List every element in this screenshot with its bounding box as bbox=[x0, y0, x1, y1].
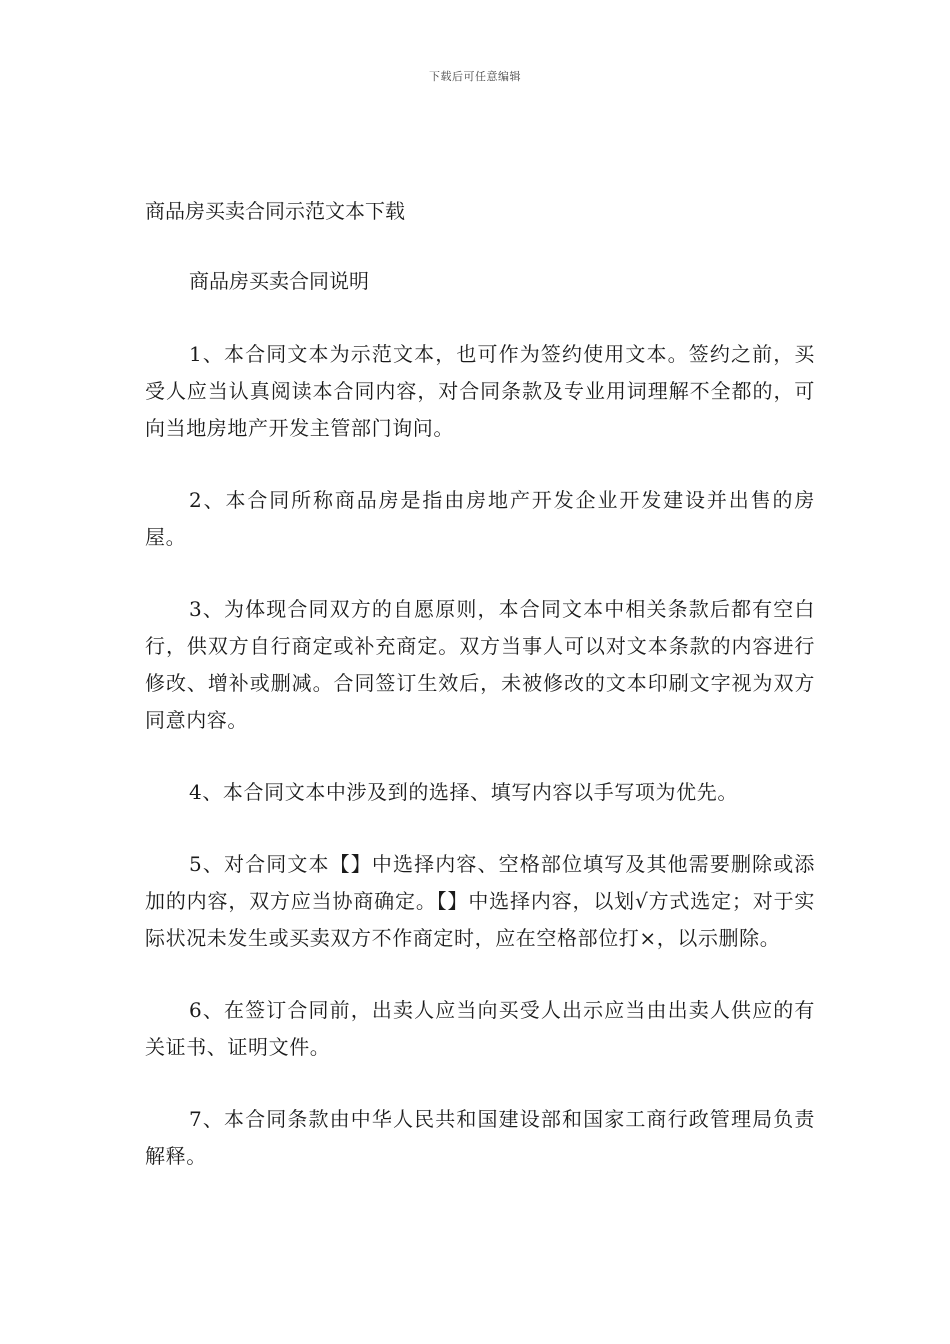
paragraph-6: 6、在签订合同前，出卖人应当向买受人出示应当由出卖人供应的有关证书、证明文件。 bbox=[145, 998, 815, 1059]
paragraph-1: 1、本合同文本为示范文本，也可作为签约使用文本。签约之前，买受人应当认真阅读本合同内容，对合同条款及专业用词理解不全都的，可向当地房地产开发主管部门询问。 bbox=[145, 342, 815, 440]
paragraph-7: 7、本合同条款由中华人民共和国建设部和国家工商行政管理局负责解释。 bbox=[145, 1107, 815, 1168]
section-title: 商品房买卖合同说明 bbox=[189, 269, 369, 293]
paragraph-3: 3、为体现合同双方的自愿原则，本合同文本中相关条款后都有空白行，供双方自行商定或补充商定。双方当事人可以对文本条款的内容进行修改、增补或删减。合同签订生效后，未被修改的文本印刷文字视为双方同意内容。 bbox=[145, 597, 815, 732]
paragraph-2: 2、本合同所称商品房是指由房地产开发企业开发建设并出售的房屋。 bbox=[145, 488, 815, 549]
document-body bbox=[145, 196, 815, 1210]
header-note: 下载后可任意编辑 bbox=[429, 70, 521, 83]
document-title: 商品房买卖合同示范文本下载 bbox=[145, 199, 405, 223]
paragraph-4: 4、本合同文本中涉及到的选择、填写内容以手写项为优先。 bbox=[189, 780, 738, 804]
paragraph-5: 5、对合同文本【】中选择内容、空格部位填写及其他需要删除或添加的内容，双方应当协商确定。【】中选择内容，以划√方式选定；对于实际状况未发生或买卖双方不作商定时，应在空格部位打×，以示删除。 bbox=[145, 852, 815, 950]
